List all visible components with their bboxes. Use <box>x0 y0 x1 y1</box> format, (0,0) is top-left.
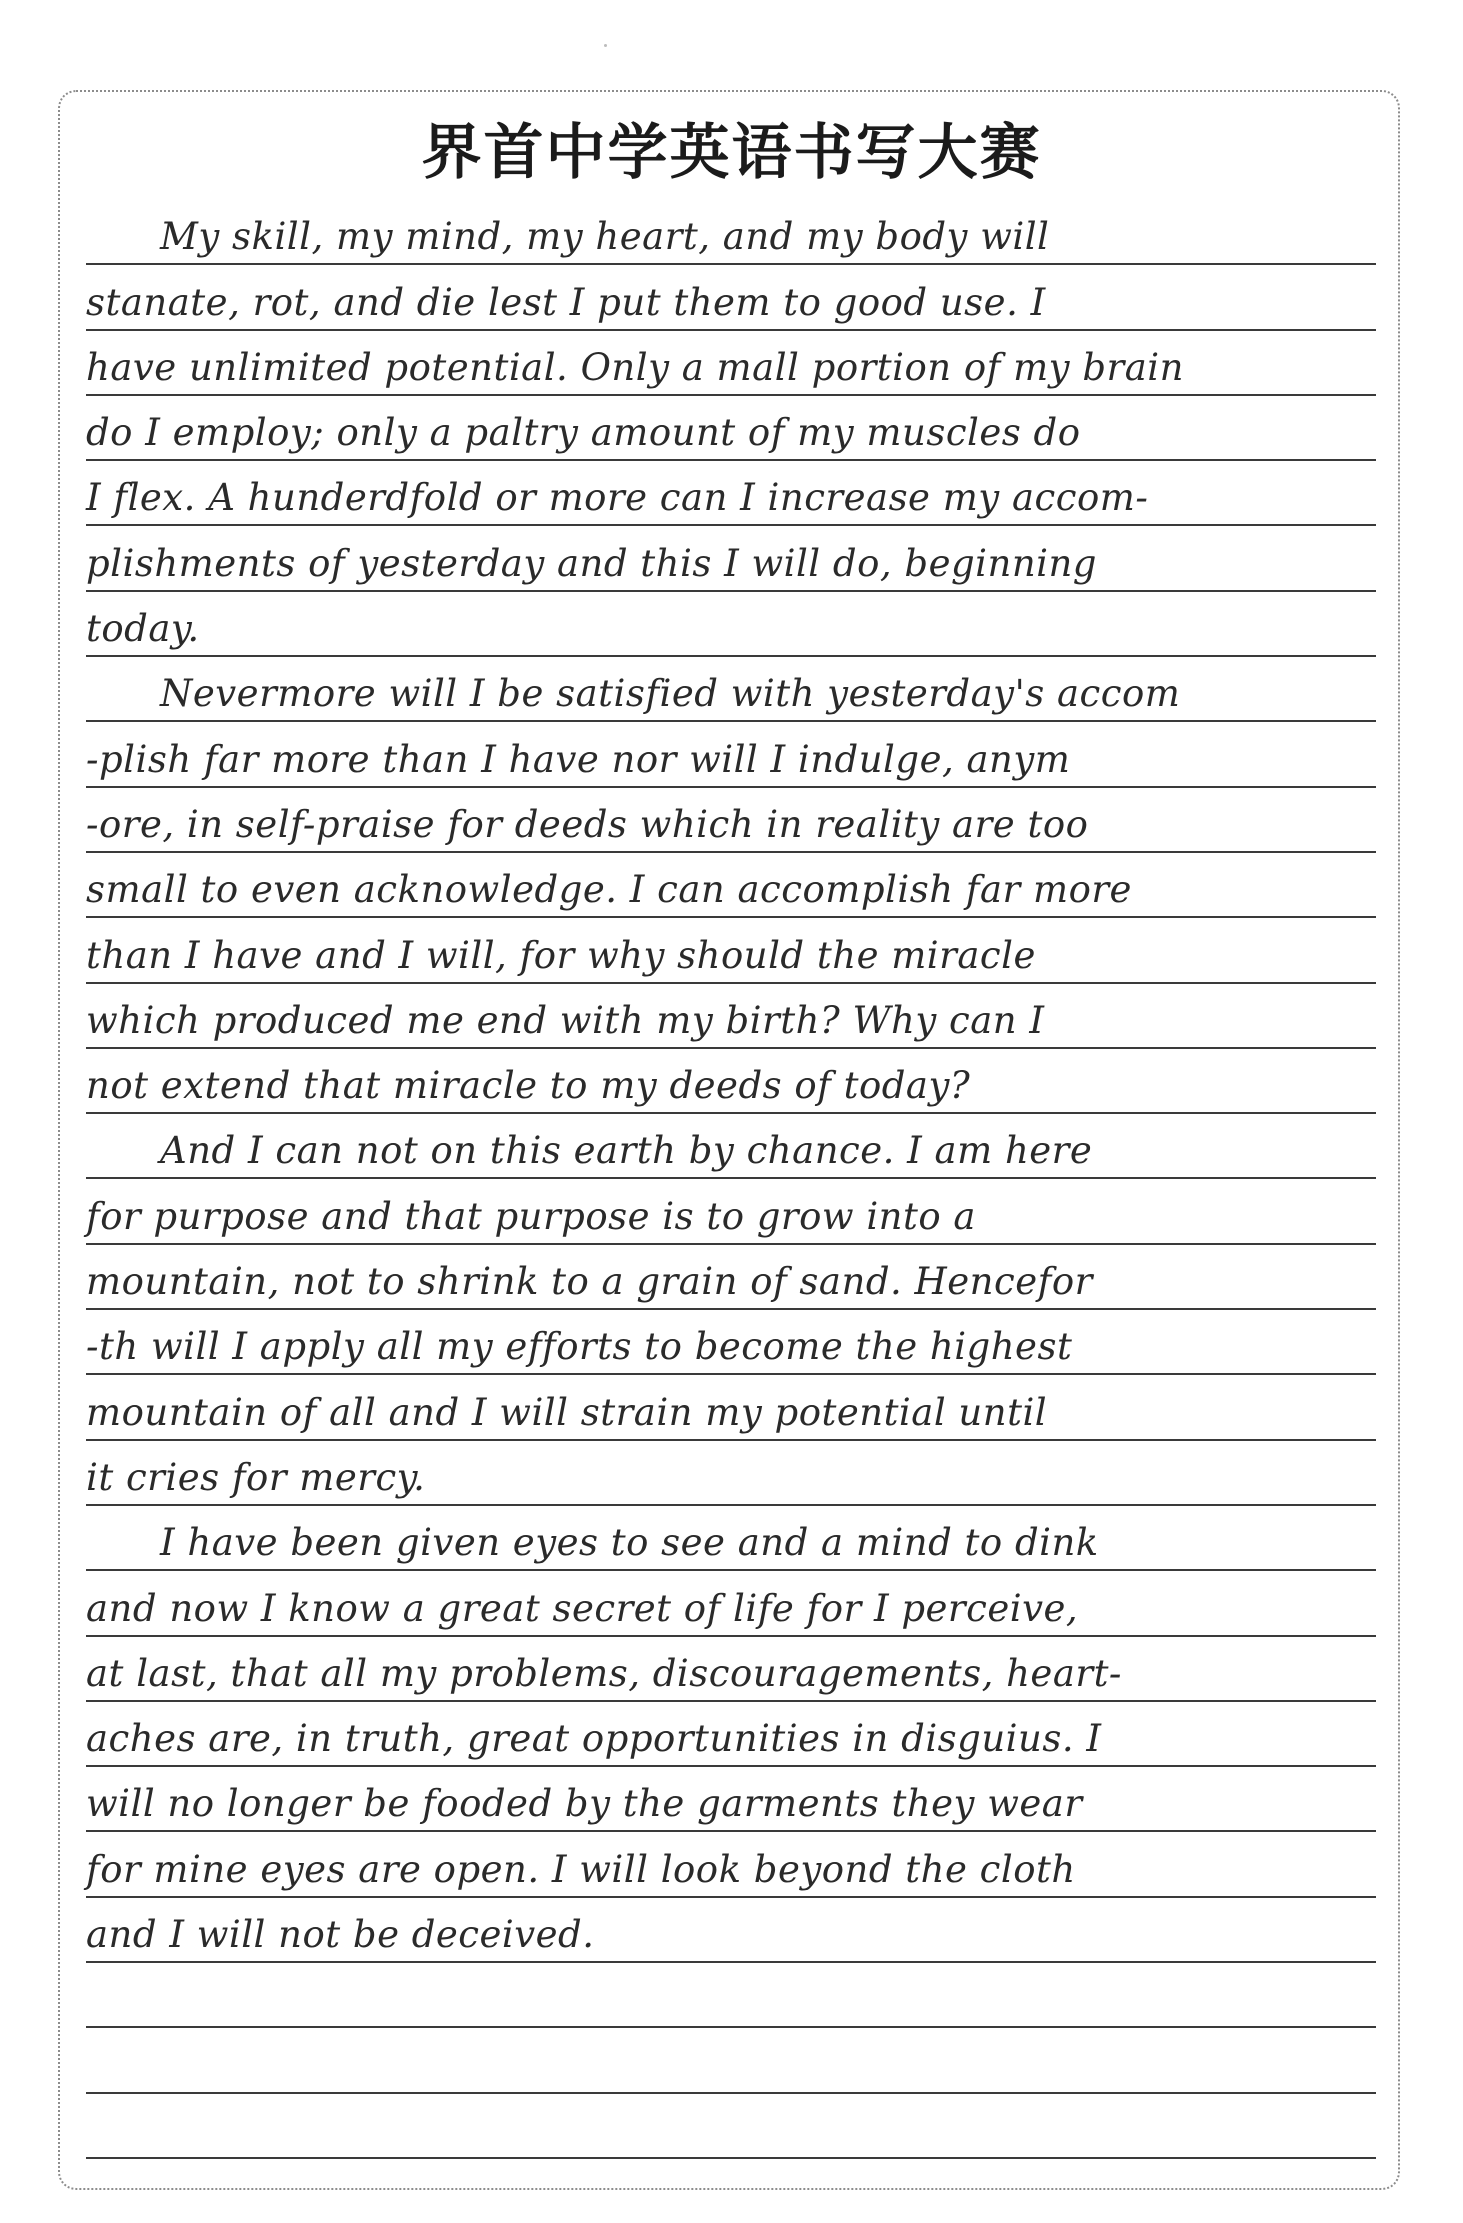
handwritten-line-text: My skill, my mind, my heart, and my body will <box>160 215 1050 259</box>
ruled-line <box>86 1179 1376 1244</box>
handwritten-line-text: at last, that all my problems, discouragements, heart- <box>86 1651 1122 1695</box>
ruled-line <box>86 1506 1376 1571</box>
handwritten-line-text: not extend that miracle to my deeds of today? <box>86 1064 971 1108</box>
ruled-line <box>86 331 1376 396</box>
handwritten-line-text: Nevermore will I be satisfied with yesterday's accom <box>160 672 1181 716</box>
handwritten-line-text: plishments of yesterday and this I will do, beginning <box>86 541 1097 585</box>
ruled-line <box>86 2094 1376 2159</box>
ruled-line <box>86 1375 1376 1440</box>
handwritten-line-text: mountain of all and I will strain my potential until <box>86 1390 1048 1434</box>
ruled-line <box>86 1963 1376 2028</box>
ruled-line <box>86 1114 1376 1179</box>
ruled-line <box>86 1441 1376 1506</box>
ruled-line <box>86 657 1376 722</box>
handwritten-line-text: I have been given eyes to see and a mind to dink <box>160 1521 1099 1565</box>
ruled-line <box>86 265 1376 330</box>
ruled-line <box>86 396 1376 461</box>
ruled-line <box>86 984 1376 1049</box>
ruled-line <box>86 1637 1376 1702</box>
ruled-line <box>86 1049 1376 1114</box>
page-title: 界首中学英语书写大赛 <box>421 118 1042 188</box>
ruled-line <box>86 788 1376 853</box>
ruled-line <box>86 853 1376 918</box>
handwritten-line-text: have unlimited potential. Only a mall portion of my brain <box>86 345 1184 389</box>
handwritten-line-text: today. <box>86 607 200 651</box>
handwritten-line-text: small to even acknowledge. I can accomplish far more <box>86 868 1132 912</box>
ruled-line <box>86 592 1376 657</box>
handwritten-line-text: -ore, in self-praise for deeds which in reality are too <box>86 802 1089 846</box>
ruled-line <box>86 1767 1376 1832</box>
handwritten-line-text: I flex. A hunderdfold or more can I increase my accom- <box>86 476 1149 520</box>
ruled-line <box>86 1898 1376 1963</box>
handwritten-line-text: mountain, not to shrink to a grain of sand. Hencefor <box>86 1260 1093 1304</box>
handwritten-line-text: it cries for mercy. <box>86 1455 426 1499</box>
handwritten-line-text: will no longer be fooded by the garments they wear <box>86 1782 1083 1826</box>
handwritten-line-text: do I employ; only a paltry amount of my muscles do <box>86 411 1081 455</box>
ruled-line <box>86 200 1376 265</box>
handwritten-line-text: -plish far more than I have nor will I indulge, anym <box>86 737 1071 781</box>
ruled-line <box>86 2028 1376 2093</box>
ruled-line <box>86 722 1376 787</box>
ruled-line <box>86 1310 1376 1375</box>
ruled-line <box>86 1571 1376 1636</box>
handwritten-line-text: than I have and I will, for why should the miracle <box>86 933 1036 977</box>
ruled-line <box>86 1702 1376 1767</box>
scan-speck <box>604 44 607 47</box>
handwritten-line-text: and I will not be deceived. <box>86 1913 595 1957</box>
handwritten-line-text: for mine eyes are open. I will look beyond the cloth <box>86 1847 1076 1891</box>
ruled-line <box>86 918 1376 983</box>
handwritten-line-text: And I can not on this earth by chance. I am here <box>160 1129 1093 1173</box>
handwritten-line-text: for purpose and that purpose is to grow into a <box>86 1194 976 1238</box>
handwritten-line-text: and now I know a great secret of life for I perceive, <box>86 1586 1079 1630</box>
handwritten-line-text: stanate, rot, and die lest I put them to good use. I <box>86 280 1046 324</box>
ruled-line <box>86 1832 1376 1897</box>
ruled-writing-lines <box>86 200 1376 2159</box>
handwritten-line-text: -th will I apply all my efforts to become the highest <box>86 1325 1073 1369</box>
binding-margin-mark <box>0 1090 14 1124</box>
ruled-line <box>86 526 1376 591</box>
ruled-line <box>86 461 1376 526</box>
handwritten-line-text: which produced me end with my birth? Why can I <box>86 998 1045 1042</box>
handwritten-line-text: aches are, in truth, great opportunities in disguius. I <box>86 1717 1102 1761</box>
ruled-line <box>86 1245 1376 1310</box>
